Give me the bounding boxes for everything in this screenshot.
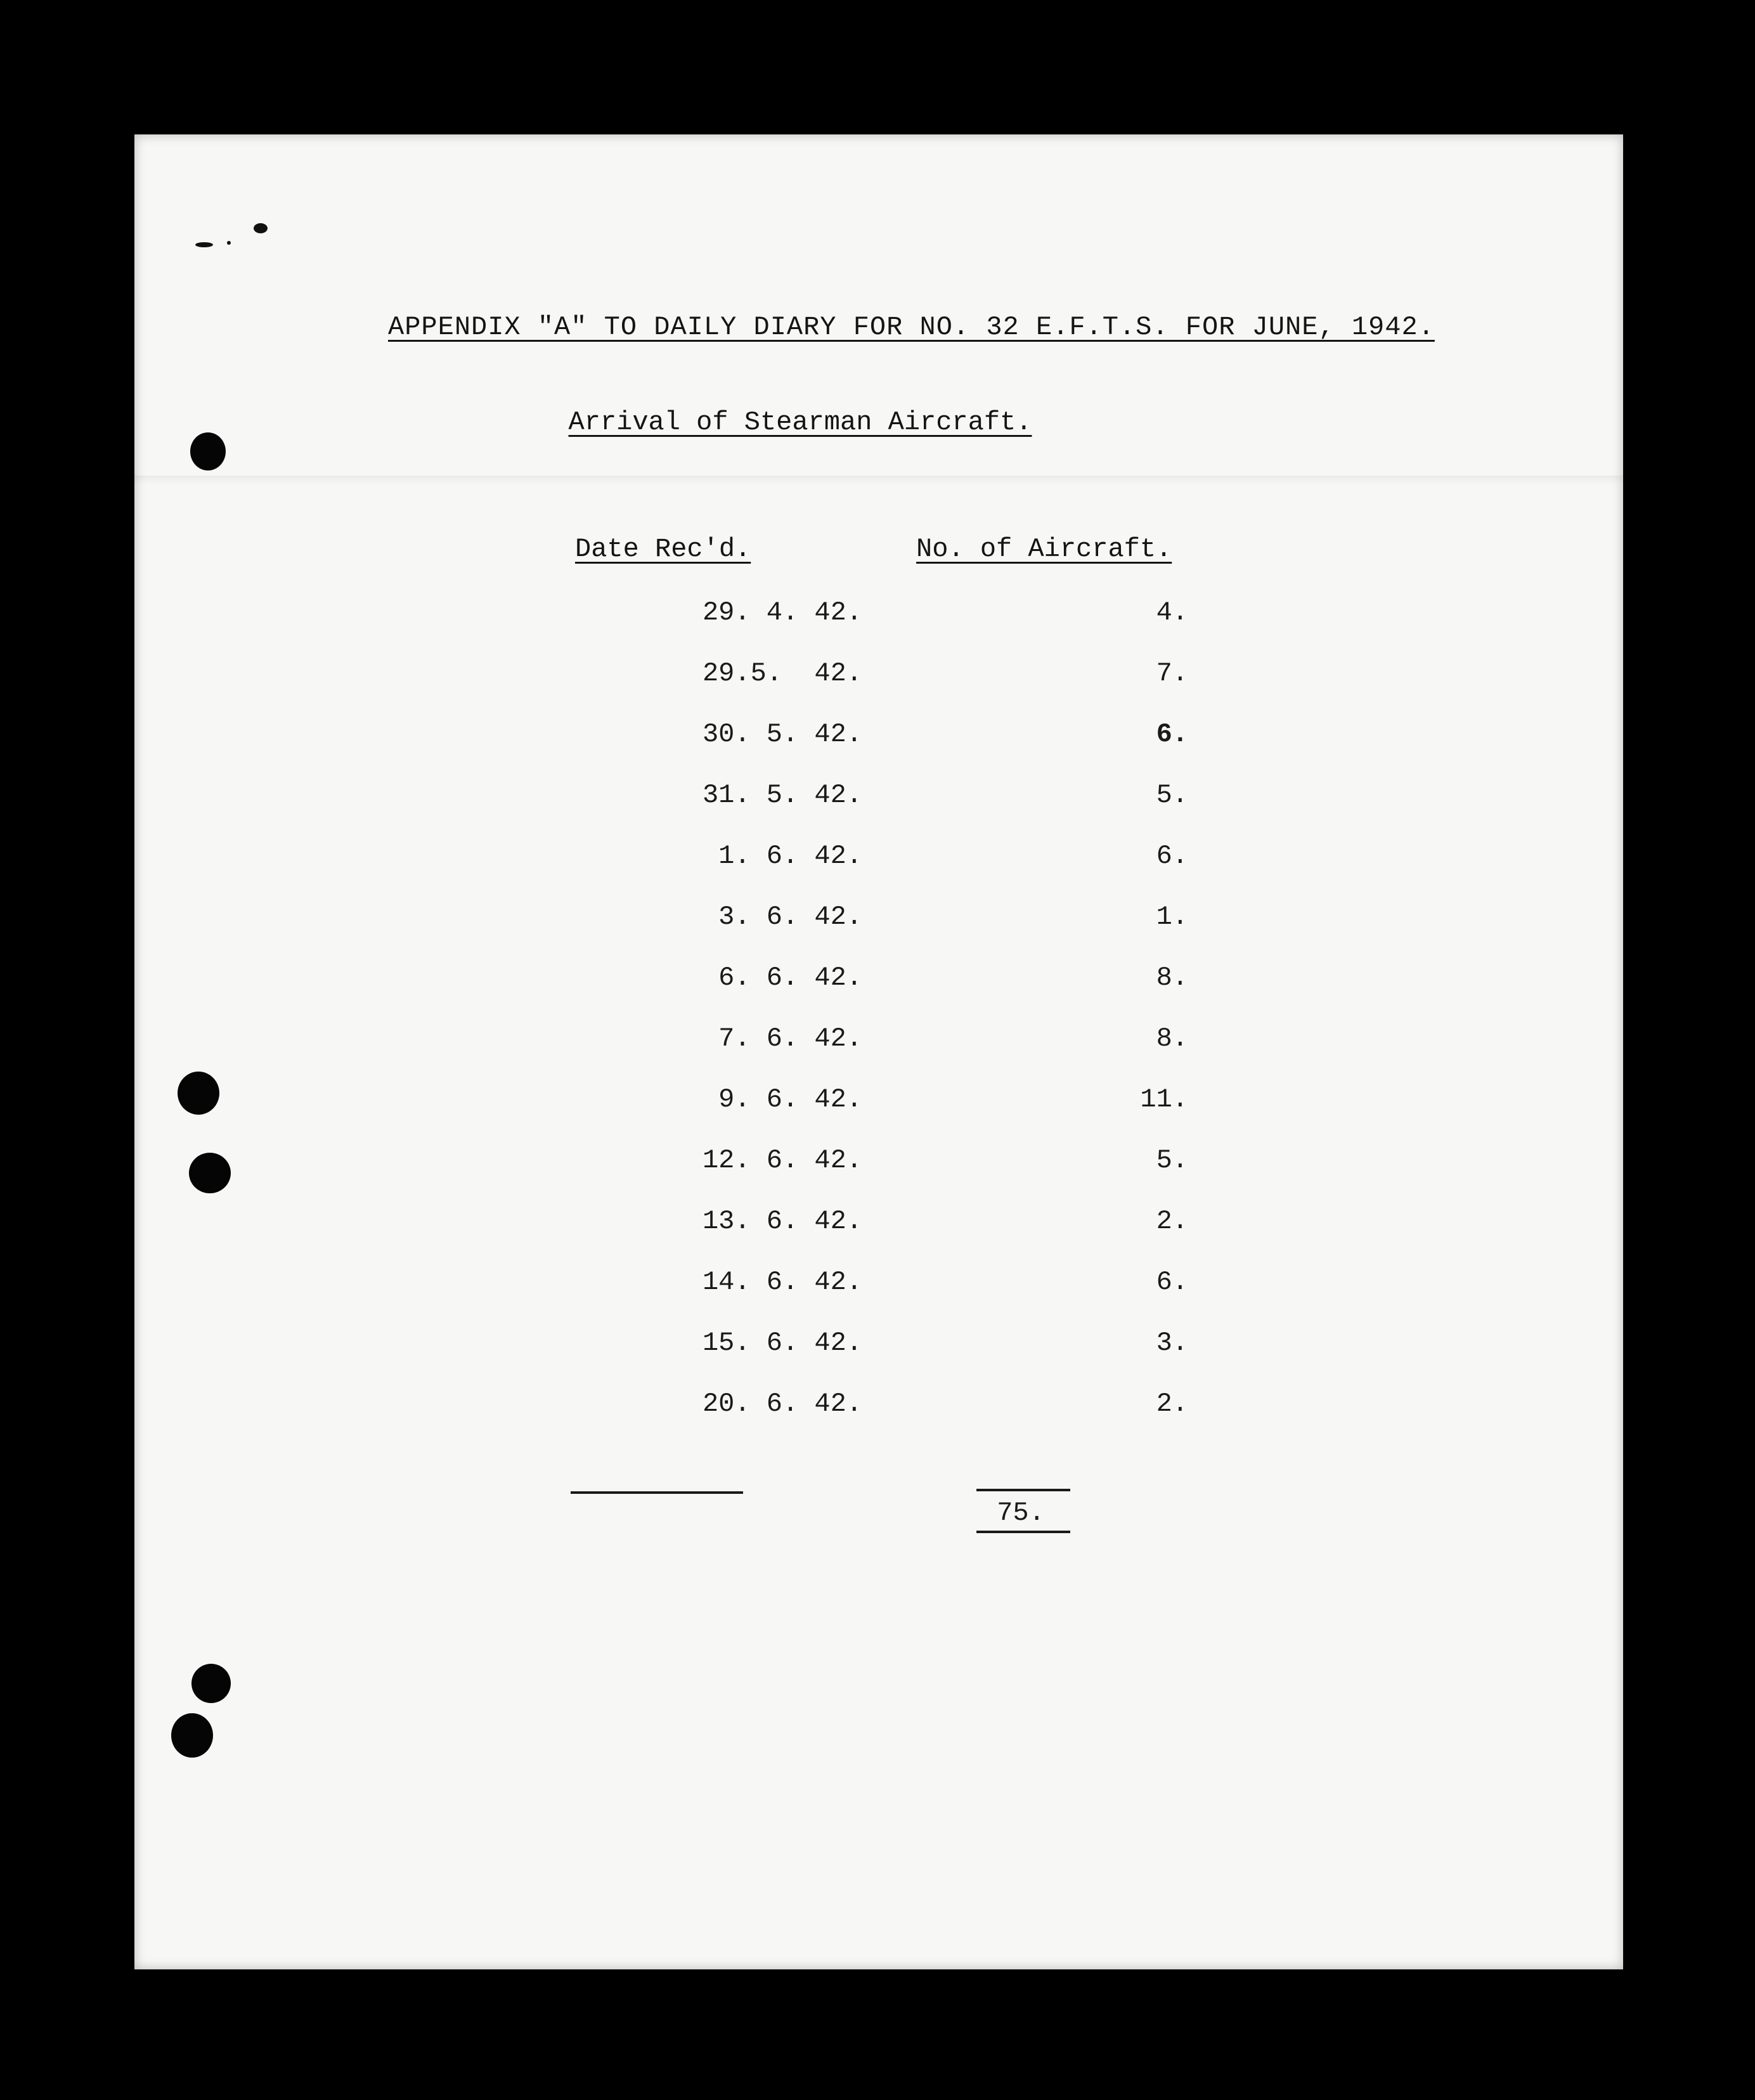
document-subtitle: Arrival of Stearman Aircraft. [568,407,1032,438]
date-cell: 1. 6. 42. [718,841,862,871]
aircraft-arrivals-table [134,597,1623,1449]
date-cell: 14. 6. 42. [702,1267,862,1297]
count-cell: 6. [1156,719,1188,749]
date-cell: 3. 6. 42. [718,902,862,932]
date-cell: 30. 5. 42. [702,719,862,749]
count-cell: 1. [1156,902,1188,932]
table-row [134,719,1623,780]
date-cell: 9. 6. 42. [718,1084,862,1115]
date-cell: 6. 6. 42. [718,963,862,993]
table-row [134,780,1623,841]
table-row [134,1389,1623,1449]
ink-speck [227,241,231,245]
count-cell: 5. [1156,1145,1188,1176]
count-cell: 8. [1156,1023,1188,1054]
punch-hole [171,1713,213,1758]
count-cell: 4. [1156,597,1188,628]
total-rule-bottom [976,1531,1070,1533]
count-cell: 3. [1156,1328,1188,1358]
table-row [134,1023,1623,1084]
document-title: APPENDIX "A" TO DAILY DIARY FOR NO. 32 E.F.T.S. FOR JUNE, 1942. [388,312,1435,342]
date-cell: 29. 4. 42. [702,597,862,628]
table-row [134,841,1623,902]
column-header-aircraft: No. of Aircraft. [916,534,1172,564]
date-cell: 7. 6. 42. [718,1023,862,1054]
date-cell: 29.5. 42. [702,658,862,689]
ink-speck [195,242,213,247]
count-cell: 2. [1156,1206,1188,1236]
date-column-rule [571,1491,743,1494]
count-cell: 2. [1156,1389,1188,1419]
table-row [134,1267,1623,1328]
ink-speck [254,223,268,233]
total-aircraft: 75. [997,1498,1045,1528]
table-row [134,1145,1623,1206]
count-cell: 6. [1156,1267,1188,1297]
date-cell: 31. 5. 42. [702,780,862,810]
table-row [134,1328,1623,1389]
table-row [134,902,1623,963]
table-row [134,1084,1623,1145]
page-fold-shadow [134,476,1623,484]
table-row [134,1206,1623,1267]
count-cell: 7. [1156,658,1188,689]
count-cell: 11. [1140,1084,1188,1115]
count-cell: 6. [1156,841,1188,871]
date-cell: 15. 6. 42. [702,1328,862,1358]
count-cell: 5. [1156,780,1188,810]
punch-hole [190,432,226,470]
table-row [134,963,1623,1023]
count-cell: 8. [1156,963,1188,993]
table-row [134,597,1623,658]
table-row [134,658,1623,719]
date-cell: 13. 6. 42. [702,1206,862,1236]
date-cell: 12. 6. 42. [702,1145,862,1176]
total-rule-top [976,1489,1070,1491]
date-cell: 20. 6. 42. [702,1389,862,1419]
punch-hole [191,1664,231,1703]
column-header-date: Date Rec'd. [575,534,751,564]
document-page [134,134,1623,1969]
